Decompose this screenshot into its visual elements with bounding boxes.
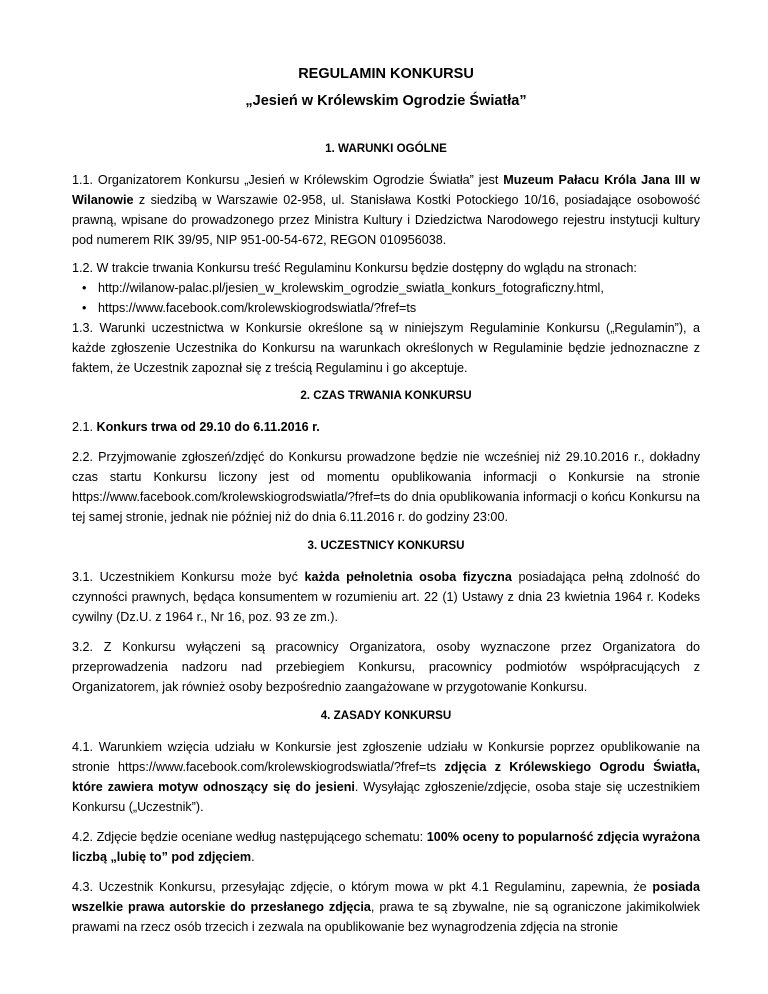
paragraph-text: 4.2. Zdjęcie będzie oceniane według następującego schematu: <box>72 830 427 844</box>
paragraph-2-1 <box>72 417 700 437</box>
paragraph-text: posiadająca pełną zdolność do czynności prawnych, będąca konsumentem w rozumieniu art. 22 (1) Ustawy z dnia 23 kwietnia 1964 r. Kodeks cywilny (Dz.U. z 1964 r., Nr 16, poz. 93 ze zm.). <box>72 570 700 624</box>
paragraph-text: 1.1. Organizatorem Konkursu „Jesień w Królewskim Ogrodzie Światła” jest <box>72 173 504 187</box>
paragraph-1-3: 1.3. Warunki uczestnictwa w Konkursie określone są w niniejszym Regulaminie Konkursu („Regulamin”), a każde zgłoszenie Uczestnika do Konkursu na warunkach określonych w Regulaminie będzie jednoznaczne z faktem, że Uczestnik zapoznał się z treścią Regulaminu i go akceptuje. <box>72 321 700 375</box>
section-heading-4: 4. ZASADY KONKURSU <box>320 709 452 722</box>
section-heading-1: 1. WARUNKI OGÓLNE <box>325 142 447 155</box>
paragraph-1-2: 1.2. W trakcie trwania Konkursu treść Regulaminu Konkursu będzie dostępny do wglądu na stronach: <box>72 261 637 275</box>
paragraph-4-3 <box>72 877 700 937</box>
paragraph-text: 3.1. Uczestnikiem Konkursu może być <box>72 570 305 584</box>
paragraph-text: 4.3. Uczestnik Konkursu, przesyłając zdjęcie, o którym mowa w pkt 4.1 Regulaminu, zapewnia, że <box>72 880 653 894</box>
paragraph-text: z siedzibą w Warszawie 02-958, ul. Stanisława Kostki Potockiego 10/16, posiadające osobowość prawną, wpisane do prowadzonego przez Ministra Kultury i Dziedzictwa Narodowego rejestru instytucji kultury pod numerem RIK 39/95, NIP 951-00-54-672, REGON 010956038. <box>72 193 700 247</box>
copyright-requirement: posiada wszelkie prawa autorskie do przesłanego zdjęcia <box>72 880 700 914</box>
paragraph-1-1 <box>72 170 700 250</box>
paragraph-text: , prawa te są zbywalne, nie są ograniczone jakimikolwiek prawami na rzecz osób trzecich i zezwala na opublikowanie bez wynagrodzenia zdjęcia na stronie <box>72 900 700 934</box>
link-item-website[interactable]: • http://wilanow-palac.pl/jesien_w_krolewskim_ogrodzie_swiatla_konkurs_fotograficzny.html, <box>72 278 700 298</box>
photo-requirement: zdjęcia z Królewskiego Ogrodu Światła, które zawiera motyw odnoszący się do jesieni <box>72 760 700 794</box>
contest-dates: Konkurs trwa od 29.10 do 6.11.2016 r. <box>96 420 320 434</box>
paragraph-text: 4.1. Warunkiem wzięcia udziału w Konkursie jest zgłoszenie udziału w Konkursie poprzez opublikowanie na stronie https://www.facebook.com/krolewskiogrodswiatla/?fref=ts <box>72 740 700 774</box>
scoring-rule: 100% oceny to popularność zdjęcia wyrażona liczbą „lubię to” pod zdjęciem <box>72 830 700 864</box>
paragraph-3-1 <box>72 567 700 627</box>
paragraph-4-1 <box>72 737 700 817</box>
paragraph-4-2 <box>72 827 700 867</box>
organizer-name: Muzeum Pałacu Króla Jana III w Wilanowie <box>72 173 700 207</box>
eligibility-emphasis: każda pełnoletnia osoba fizyczna <box>304 570 512 584</box>
document-title: REGULAMIN KONKURSU <box>298 66 474 82</box>
section-heading-2: 2. CZAS TRWANIA KONKURSU <box>300 389 472 402</box>
link-item-facebook[interactable]: • https://www.facebook.com/krolewskiogrodswiatla/?fref=ts <box>72 298 700 318</box>
links-list <box>72 278 700 318</box>
section-heading-3: 3. UCZESTNICY KONKURSU <box>307 539 465 552</box>
paragraph-2-2: 2.2. Przyjmowanie zgłoszeń/zdjęć do Konkursu prowadzone będzie nie wcześniej niż 29.10.2016 r., dokładny czas startu Konkursu liczony jest od momentu opublikowania informacji o Konkursie na stronie https://www.facebook.com/krolewskiogrodswiatla/?fref=ts do dnia opublikowania informacji o końcu Konkursu na tej samej stronie, jednak nie później niż do dnia 6.11.2016 r. do godziny 23:00. <box>72 450 700 524</box>
document-subtitle: „Jesień w Królewskim Ogrodzie Światła” <box>245 93 527 109</box>
paragraph-text: . <box>251 850 255 864</box>
paragraph-text: 2.1. <box>72 420 97 434</box>
paragraph-3-2: 3.2. Z Konkursu wyłączeni są pracownicy Organizatora, osoby wyznaczone przez Organizatora do przeprowadzenia nadzoru nad przebiegiem Konkursu, pracownicy podmiotów współpracujących z Organizatorem, jak również osoby bezpośrednio zaangażowane w przygotowanie Konkursu. <box>72 640 700 694</box>
paragraph-text: . Wysyłając zgłoszenie/zdjęcie, osoba staje się uczestnikiem Konkursu („Uczestnik”). <box>72 780 700 814</box>
